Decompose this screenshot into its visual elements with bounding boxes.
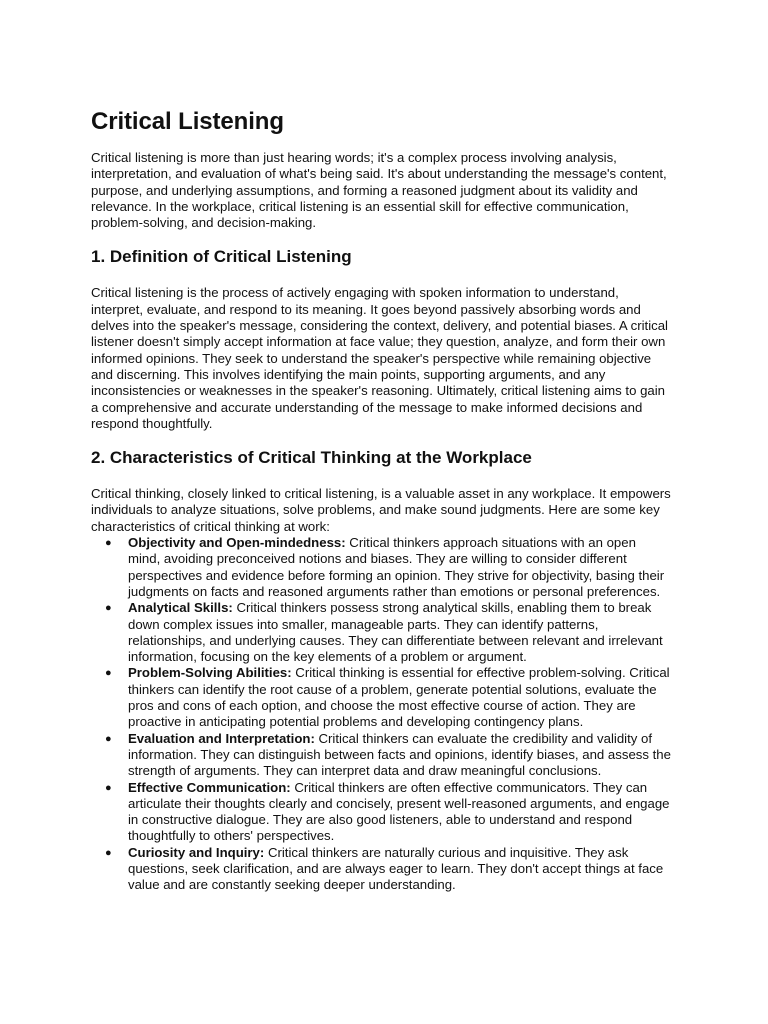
list-item-text: Critical thinkers possess strong analytical skills, enabling them to break down complex issues into smaller, manageable parts. They can identify patterns, relationships, and underlying causes. They can differentiate between relevant and irrelevant information, focusing on the key elements of a problem or argument. [128, 600, 663, 665]
list-item-text: Critical thinkers can evaluate the credibility and validity of information. They can distinguish between facts and opinions, identify biases, and assess the strength of arguments. They can interpret data and draw meaningful conclusions. [128, 730, 671, 779]
bullet-icon: ● [105, 602, 112, 615]
section-1-heading: 1. Definition of Critical Listening [91, 247, 352, 267]
list-item-text: Critical thinking is essential for effective problem-solving. Critical thinkers can identify the root cause of a problem, generate potential solutions, evaluate the pros and cons of each option, and choose the most effective course of action. They are proactive in anticipating potential problems and developing contingency plans. [128, 665, 670, 730]
document-page [91, 108, 671, 894]
bullet-icon: ● [105, 732, 112, 745]
list-item-term: Effective Communication: [128, 779, 291, 795]
list-item-term: Curiosity and Inquiry: [128, 844, 265, 860]
list-item [91, 845, 671, 894]
bullet-icon: ● [105, 537, 112, 550]
list-item-term: Objectivity and Open-mindedness: [128, 535, 346, 551]
bullet-icon: ● [105, 667, 112, 680]
intro-paragraph: Critical listening is more than just hearing words; it's a complex process involving analysis, interpretation, and evaluation of what's being said. It's about understanding the message's content, purpose, and underlying assumptions, and forming a reasoned judgment about its validity and relevance. In the workplace, critical listening is an essential skill for effective communication, problem-solving, and decision-making. [91, 150, 667, 231]
list-item-term: Analytical Skills: [128, 600, 233, 616]
section-2-heading: 2. Characteristics of Critical Thinking at the Workplace [91, 448, 532, 468]
list-item [91, 780, 671, 845]
list-item [91, 665, 671, 730]
page-title: Critical Listening [91, 108, 284, 135]
list-item-text: Critical thinkers approach situations with an open mind, avoiding preconceived notions and biases. They are willing to consider different perspectives and evidence before forming an opinion. They strive for objectivity, basing their judgments on facts and reasoned arguments rather than emotions or personal preferences. [128, 535, 665, 599]
list-item-text: Critical thinkers are naturally curious and inquisitive. They ask questions, seek clarification, and are always eager to learn. They don't accept things at face value and are constantly seeking deeper understanding. [128, 844, 664, 893]
list-item [91, 535, 671, 600]
bullet-icon: ● [105, 846, 112, 859]
bullet-icon: ● [105, 781, 112, 794]
list-item-text: Critical thinkers are often effective communicators. They can articulate their thoughts clearly and concisely, present well-reasoned arguments, and engage in constructive dialogue. They are also good listeners, able to understand and respond thoughtfully to others' perspectives. [128, 779, 670, 844]
list-item [91, 600, 671, 665]
section-1-paragraph: Critical listening is the process of actively engaging with spoken information to understand, interpret, evaluate, and respond to its meaning. It goes beyond passively absorbing words and delves into the speaker's message, considering the context, delivery, and potential biases. A critical listener doesn't simply accept information at face value; they question, analyze, and form their own informed opinions. They seek to understand the speaker's perspective while remaining objective and discerning. This involves identifying the main points, supporting arguments, and any inconsistencies or weaknesses in the speaker's reasoning. Ultimately, critical listening aims to gain a comprehensive and accurate understanding of the message to make informed decisions and respond thoughtfully. [91, 285, 668, 431]
list-item [91, 731, 671, 780]
section-2-lead-paragraph: Critical thinking, closely linked to critical listening, is a valuable asset in any workplace. It empowers individuals to analyze situations, solve problems, and make sound judgments. Here are some key characteristics of critical thinking at work: [91, 486, 671, 534]
list-item-term: Evaluation and Interpretation: [128, 730, 315, 746]
characteristics-list [91, 535, 671, 894]
list-item-term: Problem-Solving Abilities: [128, 665, 292, 681]
